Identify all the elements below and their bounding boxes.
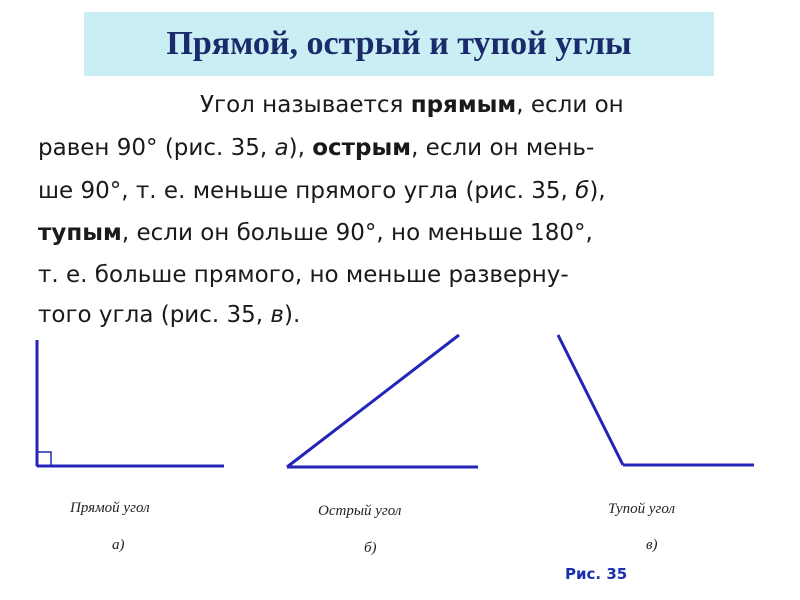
acute-angle-caption: Острый угол (318, 503, 402, 519)
fig-ref-b: б (575, 178, 590, 204)
text-run: , если он мень- (411, 135, 595, 161)
text-run: ше 90°, т. е. меньше прямого угла (рис. 35, (38, 178, 576, 204)
text-run: ), (589, 178, 606, 204)
term-acute: острым (312, 135, 412, 161)
text-run: Угол называется (200, 92, 411, 118)
text-run: ), (288, 135, 313, 161)
obtuse-angle-caption: Тупой угол (608, 501, 676, 517)
page-title: Прямой, острый и тупой углы (166, 25, 632, 62)
figure-label: Рис. 35 (565, 565, 628, 583)
acute-angle-letter: б) (364, 540, 377, 556)
text-run: т. е. больше прямого, но меньше разверну- (38, 262, 569, 288)
obtuse-angle-drawing (558, 335, 754, 465)
right-angle-drawing (37, 340, 224, 466)
text-run: , если он (516, 92, 624, 118)
term-right: прямым (410, 92, 517, 118)
right-angle-letter: а) (112, 537, 125, 553)
text-run: ). (283, 302, 301, 328)
fig-ref-c: в (270, 302, 284, 328)
right-angle-caption: Прямой угол (70, 500, 150, 516)
text-run: , если он больше 90°, но меньше 180°, (121, 220, 593, 246)
text-run: того угла (рис. 35, (38, 302, 271, 328)
text-run: равен 90° (рис. 35, (38, 135, 275, 161)
right-angle-marker (37, 452, 51, 466)
acute-angle-drawing (287, 335, 478, 467)
obtuse-angle-letter: в) (646, 537, 658, 553)
acute-angle-slanted-ray (287, 335, 459, 467)
fig-ref-a: а (274, 135, 289, 161)
term-obtuse: тупым (38, 220, 122, 246)
obtuse-angle-slanted-ray (558, 335, 623, 465)
